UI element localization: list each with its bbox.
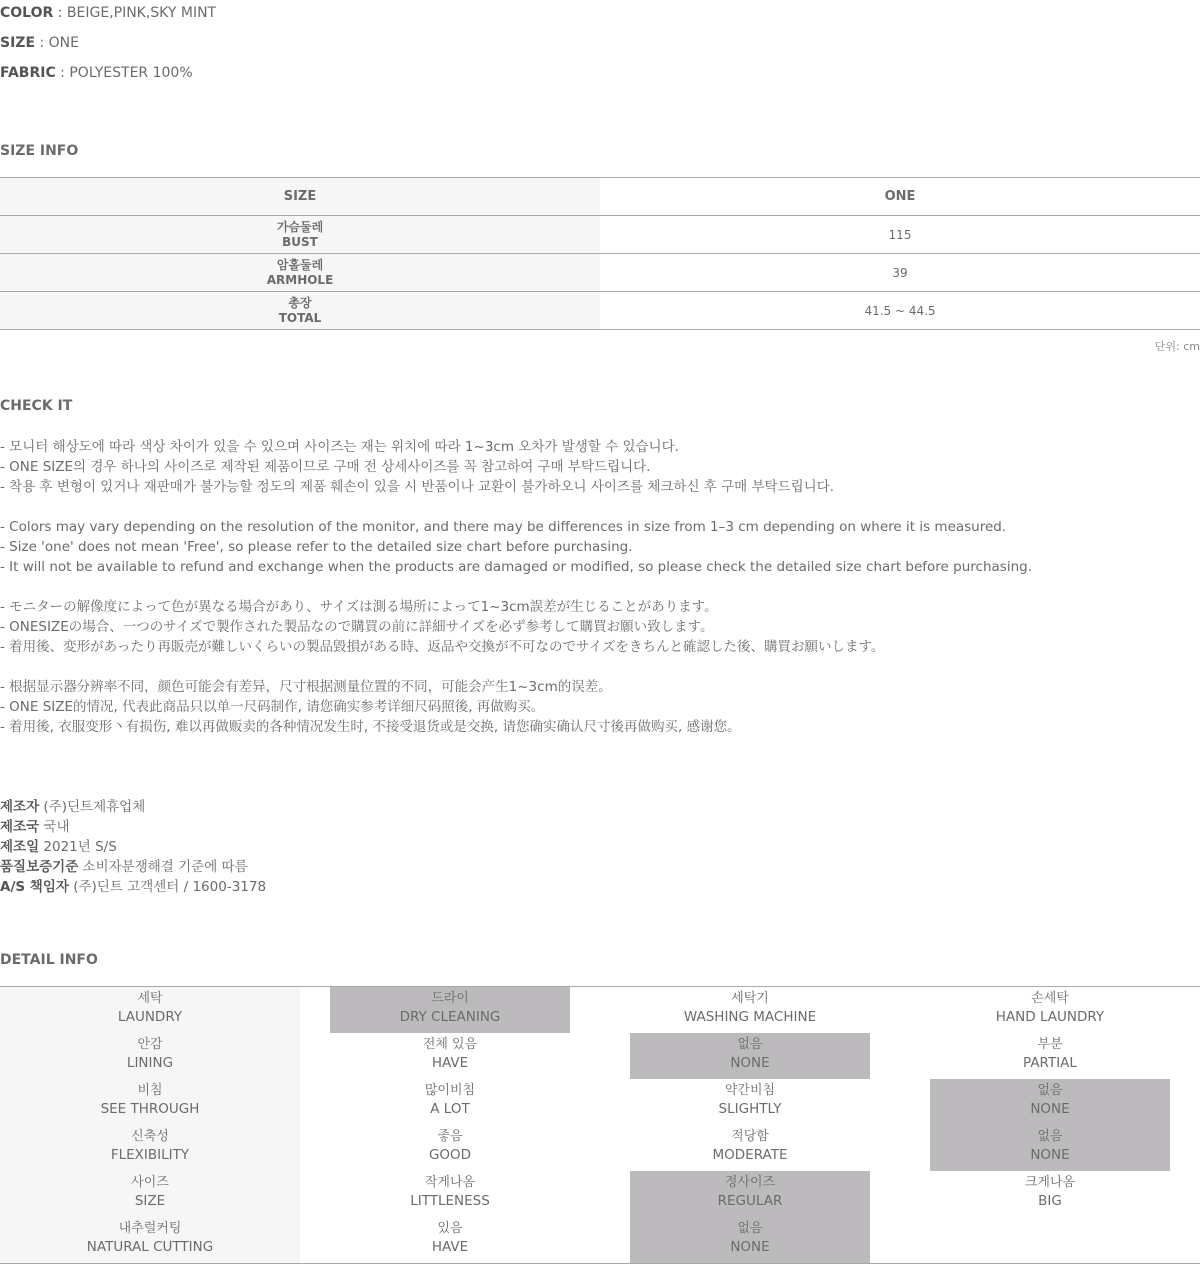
detail-ko-label: 사이즈: [131, 1175, 169, 1190]
detail-ko-label: 비침: [137, 1083, 163, 1098]
size-row-value: 115: [600, 216, 1200, 254]
detail-row-label: [0, 987, 300, 1033]
notes-group-english: [0, 517, 1032, 577]
detail-option-selected: [900, 1079, 1200, 1125]
maker-label: 제조국: [0, 819, 40, 835]
note-line: - It will not be available to refund and exchange when the products are damaged or modified, so please check the detailed size chart before purchasing.: [0, 559, 1032, 575]
size-info-title: SIZE INFO: [0, 143, 79, 159]
detail-ko-label: 드라이: [431, 991, 469, 1006]
detail-ko-label: 전체 있음: [422, 1037, 478, 1052]
detail-option-selected: [600, 1217, 900, 1263]
size-unit-note: 단위: cm: [1154, 340, 1200, 353]
detail-en-label: SLIGHTLY: [718, 1101, 782, 1117]
check-it-title: CHECK IT: [0, 398, 73, 414]
detail-en-label: LINING: [126, 1055, 174, 1071]
detail-ko-label: 약간비침: [724, 1083, 776, 1098]
detail-en-label: NATURAL CUTTING: [86, 1239, 214, 1255]
detail-ko-label: 정사이즈: [724, 1175, 776, 1190]
spec-size-value: : ONE: [35, 35, 79, 51]
detail-en-label: SEE THROUGH: [100, 1101, 200, 1117]
size-row-value: 41.5 ~ 44.5: [600, 292, 1200, 330]
detail-info-title: DETAIL INFO: [0, 952, 98, 968]
detail-en-label: LAUNDRY: [117, 1009, 183, 1025]
detail-ko-label: 없음: [1037, 1129, 1063, 1144]
detail-option-selected: [900, 1125, 1200, 1171]
detail-option: [600, 1079, 900, 1125]
detail-ko-label: 내추럴커팅: [118, 1221, 182, 1236]
detail-ko-label: 크게나옴: [1024, 1175, 1076, 1190]
spec-fabric: [0, 64, 193, 82]
detail-option: [300, 1171, 600, 1217]
size-row-label-en: BUST: [282, 234, 318, 249]
note-line: - モニターの解像度によって色が異なる場合があり、サイズは測る場所によって1~3cm誤差が生じることがあります。: [0, 599, 718, 615]
spec-fabric-label: FABRIC: [0, 65, 56, 81]
detail-ko-label: 있음: [437, 1221, 463, 1236]
size-row-label: [0, 216, 600, 254]
spec-size: [0, 34, 79, 52]
detail-en-label: HAND LAUNDRY: [995, 1009, 1105, 1025]
detail-option: [300, 1033, 600, 1079]
detail-en-label: NONE: [1030, 1101, 1070, 1117]
detail-option: [300, 1217, 600, 1263]
note-line: - 根据显示器分辨率不同，颜色可能会有差异，尺寸根据测量位置的不同，可能会产生1~3cm的误差。: [0, 679, 612, 695]
detail-row-label: [0, 1125, 300, 1171]
spec-color: [0, 4, 216, 22]
size-table-header-row: [0, 178, 1200, 216]
note-line: - 모니터 해상도에 따라 색상 차이가 있을 수 있으며 사이즈는 재는 위치에 따라 1~3cm 오차가 발생할 수 있습니다.: [0, 439, 679, 455]
detail-en-label: PARTIAL: [1023, 1055, 1077, 1071]
detail-ko-label: 없음: [1037, 1083, 1063, 1098]
size-row-value: 39: [600, 254, 1200, 292]
size-row-label-ko: 암홀둘레: [276, 257, 324, 272]
spec-color-value: : BEIGE,PINK,SKY MINT: [53, 5, 217, 21]
size-header-label: SIZE: [0, 178, 600, 216]
maker-value: 2021년 S/S: [39, 839, 117, 855]
detail-option: [600, 1125, 900, 1171]
size-row-label-en: TOTAL: [278, 310, 322, 325]
size-row-label-ko: 총장: [288, 295, 312, 310]
detail-ko-label: 부분: [1037, 1037, 1063, 1052]
size-row-label: [0, 292, 600, 330]
maker-value: (주)딘트제휴업체: [39, 799, 146, 815]
spec-fabric-value: : POLYESTER 100%: [55, 65, 193, 81]
spec-color-label: COLOR: [0, 5, 54, 21]
detail-ko-label: 신축성: [131, 1129, 169, 1144]
table-row: [0, 292, 1200, 330]
detail-option: [900, 1171, 1200, 1217]
maker-label: A/S 책임자: [0, 879, 69, 895]
detail-en-label: NONE: [1030, 1147, 1070, 1163]
detail-option: [300, 1125, 600, 1171]
detail-ko-label: 없음: [737, 1037, 763, 1052]
maker-info: [0, 797, 266, 897]
table-row: [0, 254, 1200, 292]
detail-option: [900, 987, 1200, 1033]
detail-en-label: NONE: [730, 1055, 770, 1071]
detail-en-label: A LOT: [430, 1101, 470, 1117]
maker-value: 소비자분쟁해결 기준에 따름: [78, 859, 248, 875]
detail-ko-label: 작게나옴: [424, 1175, 476, 1190]
detail-en-label: LITTLENESS: [410, 1193, 490, 1209]
detail-option-selected: [600, 1033, 900, 1079]
table-row: [0, 216, 1200, 254]
note-line: - 착용 후 변형이 있거나 재판매가 불가능할 정도의 제품 훼손이 있을 시 반품이나 교환이 불가하오니 사이즈를 체크하신 후 구매 부탁드립니다.: [0, 479, 835, 495]
detail-ko-label: 많이비침: [424, 1083, 476, 1098]
size-row-label: [0, 254, 600, 292]
detail-en-label: MODERATE: [712, 1147, 788, 1163]
maker-line: [0, 797, 266, 817]
detail-ko-label: 세탁기: [731, 991, 769, 1006]
maker-line: [0, 817, 266, 837]
spec-size-label: SIZE: [0, 35, 36, 51]
notes-group-japanese: [0, 597, 1032, 657]
detail-en-label: BIG: [1038, 1193, 1062, 1209]
detail-option: [600, 987, 900, 1033]
note-line: - 着用後、変形があったり再販売が難しいくらいの製品毀損がある時、返品や交換が不可なのでサイズをきちんと確認した後、購買お願いします。: [0, 639, 885, 655]
detail-en-label: GOOD: [428, 1147, 472, 1163]
detail-row-label: [0, 1033, 300, 1079]
maker-label: 제조일: [0, 839, 40, 855]
size-table: [0, 177, 1200, 330]
detail-ko-label: 세탁: [137, 991, 163, 1006]
detail-row-label: [0, 1171, 300, 1217]
detail-en-label: WASHING MACHINE: [683, 1009, 817, 1025]
maker-value: (주)딘트 고객센터 / 1600-3178: [68, 879, 267, 895]
note-line: - ONESIZEの場合、一つのサイズで製作された製品なので購買の前に詳細サイズを必ず参考して購買お願い致します。: [0, 619, 714, 635]
detail-row-label: [0, 1079, 300, 1125]
detail-en-label: SIZE: [134, 1193, 166, 1209]
detail-ko-label: 없음: [737, 1221, 763, 1236]
maker-line: [0, 877, 266, 897]
note-line: - ONE SIZE의 경우 하나의 사이즈로 제작된 제품이므로 구매 전 상세사이즈를 꼭 참고하여 구매 부탁드립니다.: [0, 459, 651, 475]
detail-en-label: NONE: [730, 1239, 770, 1255]
detail-row-label: [0, 1217, 300, 1263]
maker-line: [0, 837, 266, 857]
maker-value: 국내: [39, 819, 70, 835]
maker-label: 품질보증기준: [0, 859, 79, 875]
detail-ko-label: 안감: [137, 1037, 163, 1052]
detail-en-label: REGULAR: [717, 1193, 783, 1209]
detail-en-label: DRY CLEANING: [399, 1009, 501, 1025]
detail-option-selected: [600, 1171, 900, 1217]
notes-group-chinese: [0, 677, 1032, 737]
detail-en-label: HAVE: [431, 1239, 469, 1255]
note-line: - 着用後, 衣服变形丶有损伤, 难以再做贩卖的各种情况发生时, 不接受退货或是交换, 请您确实确认尺寸後再做购买, 感谢您。: [0, 719, 741, 735]
detail-ko-label: 손세탁: [1031, 991, 1069, 1006]
detail-info-grid: [0, 986, 1200, 1264]
size-header-value: ONE: [600, 178, 1200, 216]
detail-en-label: HAVE: [431, 1055, 469, 1071]
detail-option: [900, 1033, 1200, 1079]
size-row-label-ko: 가슴둘레: [276, 219, 324, 234]
notes-group-korean: [0, 437, 1032, 497]
maker-line: [0, 857, 266, 877]
detail-option: [300, 1079, 600, 1125]
check-it-notes: [0, 437, 1032, 757]
note-line: - ONE SIZE的情况, 代表此商品只以单一尺码制作, 请您确实参考详细尺码照後, 再做购买。: [0, 699, 545, 715]
size-row-label-en: ARMHOLE: [266, 272, 334, 287]
maker-label: 제조자: [0, 799, 40, 815]
detail-ko-label: 적당함: [731, 1129, 769, 1144]
note-line: - Colors may vary depending on the resolution of the monitor, and there may be differences in size from 1–3 cm depending on where it is measured.: [0, 519, 1007, 535]
detail-ko-label: 좋음: [437, 1129, 463, 1144]
detail-option-selected: [300, 987, 600, 1033]
note-line: - Size 'one' does not mean 'Free', so please refer to the detailed size chart before purchasing.: [0, 539, 633, 555]
detail-en-label: FLEXIBILITY: [110, 1147, 190, 1163]
